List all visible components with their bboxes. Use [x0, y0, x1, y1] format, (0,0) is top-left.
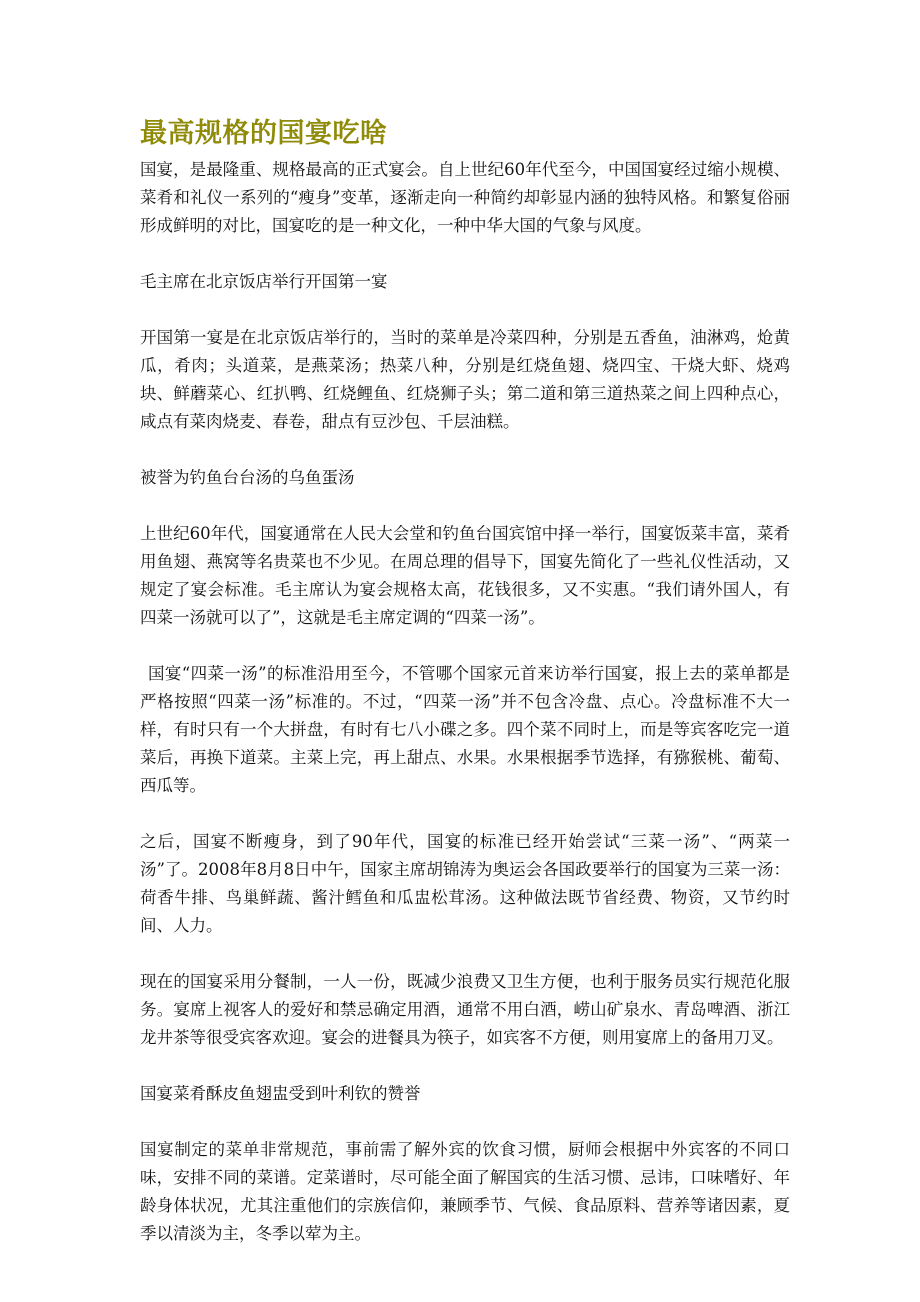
paragraph-spacer: [140, 296, 790, 324]
paragraph-spacer: [140, 240, 790, 268]
document-page: [140, 116, 790, 1248]
section-heading-first-banquet: 毛主席在北京饭店举行开国第一宴: [140, 272, 388, 291]
sixties-banquet-paragraph: 上世纪60年代，国宴通常在人民大会堂和钓鱼台国宾馆中择一举行，国宴饭菜丰富，菜肴用鱼翅、燕窝等名贵菜也不少见。在周总理的倡导下，国宴先简化了一些礼仪性活动，又规定了宴会标准。毛主席认为宴会规格太高，花钱很多，又不实惠。“我们请外国人，有四菜一汤就可以了”，这就是毛主席定调的“四菜一汤”。: [140, 524, 790, 627]
paragraph-spacer: [140, 436, 790, 464]
paragraph-spacer: [140, 492, 790, 520]
intro-paragraph: 国宴，是最隆重、规格最高的正式宴会。自上世纪60年代至今，中国国宴经过缩小规模、菜肴和礼仪一系列的“瘦身”变革，逐渐走向一种简约却彰显内涵的独特风格。和繁复俗丽形成鲜明的对比，国宴吃的是一种文化，一种中华大国的气象与风度。: [140, 160, 790, 235]
paragraph-spacer: [140, 800, 790, 828]
menu-planning-paragraph: 国宴制定的菜单非常规范，事前需了解外宾的饮食习惯，厨师会根据中外宾客的不同口味，安排不同的菜谱。定菜谱时，尽可能全面了解国宾的生活习惯、忌讳，口味嗜好、年龄身体状况，尤其注重他们的宗族信仰，兼顾季节、气候、食品原料、营养等诸因素，夏季以清淡为主，冬季以荤为主。: [140, 1140, 790, 1243]
section-heading-shark-fin: 国宴菜肴酥皮鱼翅盅受到叶利钦的赞誉: [140, 1084, 421, 1103]
current-banquet-paragraph: 现在的国宴采用分餐制，一人一份，既减少浪费又卫生方便，也利于服务员实行规范化服务。宴席上视客人的爱好和禁忌确定用酒，通常不用白酒，崂山矿泉水、青岛啤酒、浙江龙井茶等很受宾客欢迎。宴会的进餐具为筷子，如宾客不方便，则用宴席上的备用刀叉。: [140, 972, 790, 1047]
slimming-paragraph: 之后，国宴不断瘦身，到了90年代，国宴的标准已经开始尝试“三菜一汤”、“两菜一汤”了。2008年8月8日中午，国家主席胡锦涛为奥运会各国政要举行的国宴为三菜一汤：荷香牛排、鸟巢鲜蔬、酱汁鳕鱼和瓜盅松茸汤。这种做法既节省经费、物资，又节约时间、人力。: [140, 832, 790, 935]
first-banquet-paragraph: 开国第一宴是在北京饭店举行的，当时的菜单是冷菜四种，分别是五香鱼，油淋鸡，炝黄瓜，肴肉；头道菜，是燕菜汤；热菜八种，分别是红烧鱼翅、烧四宝、干烧大虾、烧鸡块、鲜蘑菜心、红扒鸭、红烧鲤鱼、红烧狮子头；第二道和第三道热菜之间上四种点心，咸点有菜肉烧麦、春卷，甜点有豆沙包、千层油糕。: [140, 328, 790, 431]
paragraph-spacer: [140, 632, 790, 660]
paragraph-spacer: [140, 1108, 790, 1136]
paragraph-spacer: [140, 1052, 790, 1080]
four-dishes-paragraph: 国宴“四菜一汤”的标准沿用至今，不管哪个国家元首来访举行国宴，报上去的菜单都是严格按照“四菜一汤”标准的。不过，“四菜一汤”并不包含冷盘、点心。冷盘标准不大一样，有时只有一个大拼盘，有时有七八小碟之多。四个菜不同时上，而是等宾客吃完一道菜后，再换下道菜。主菜上完，再上甜点、水果。水果根据季节选择，有猕猴桃、葡萄、西瓜等。: [140, 664, 790, 795]
paragraph-spacer: [140, 940, 790, 968]
section-heading-soup: 被誉为钓鱼台台汤的乌鱼蛋汤: [140, 468, 355, 487]
page-title: 最高规格的国宴吃啥: [140, 118, 388, 149]
